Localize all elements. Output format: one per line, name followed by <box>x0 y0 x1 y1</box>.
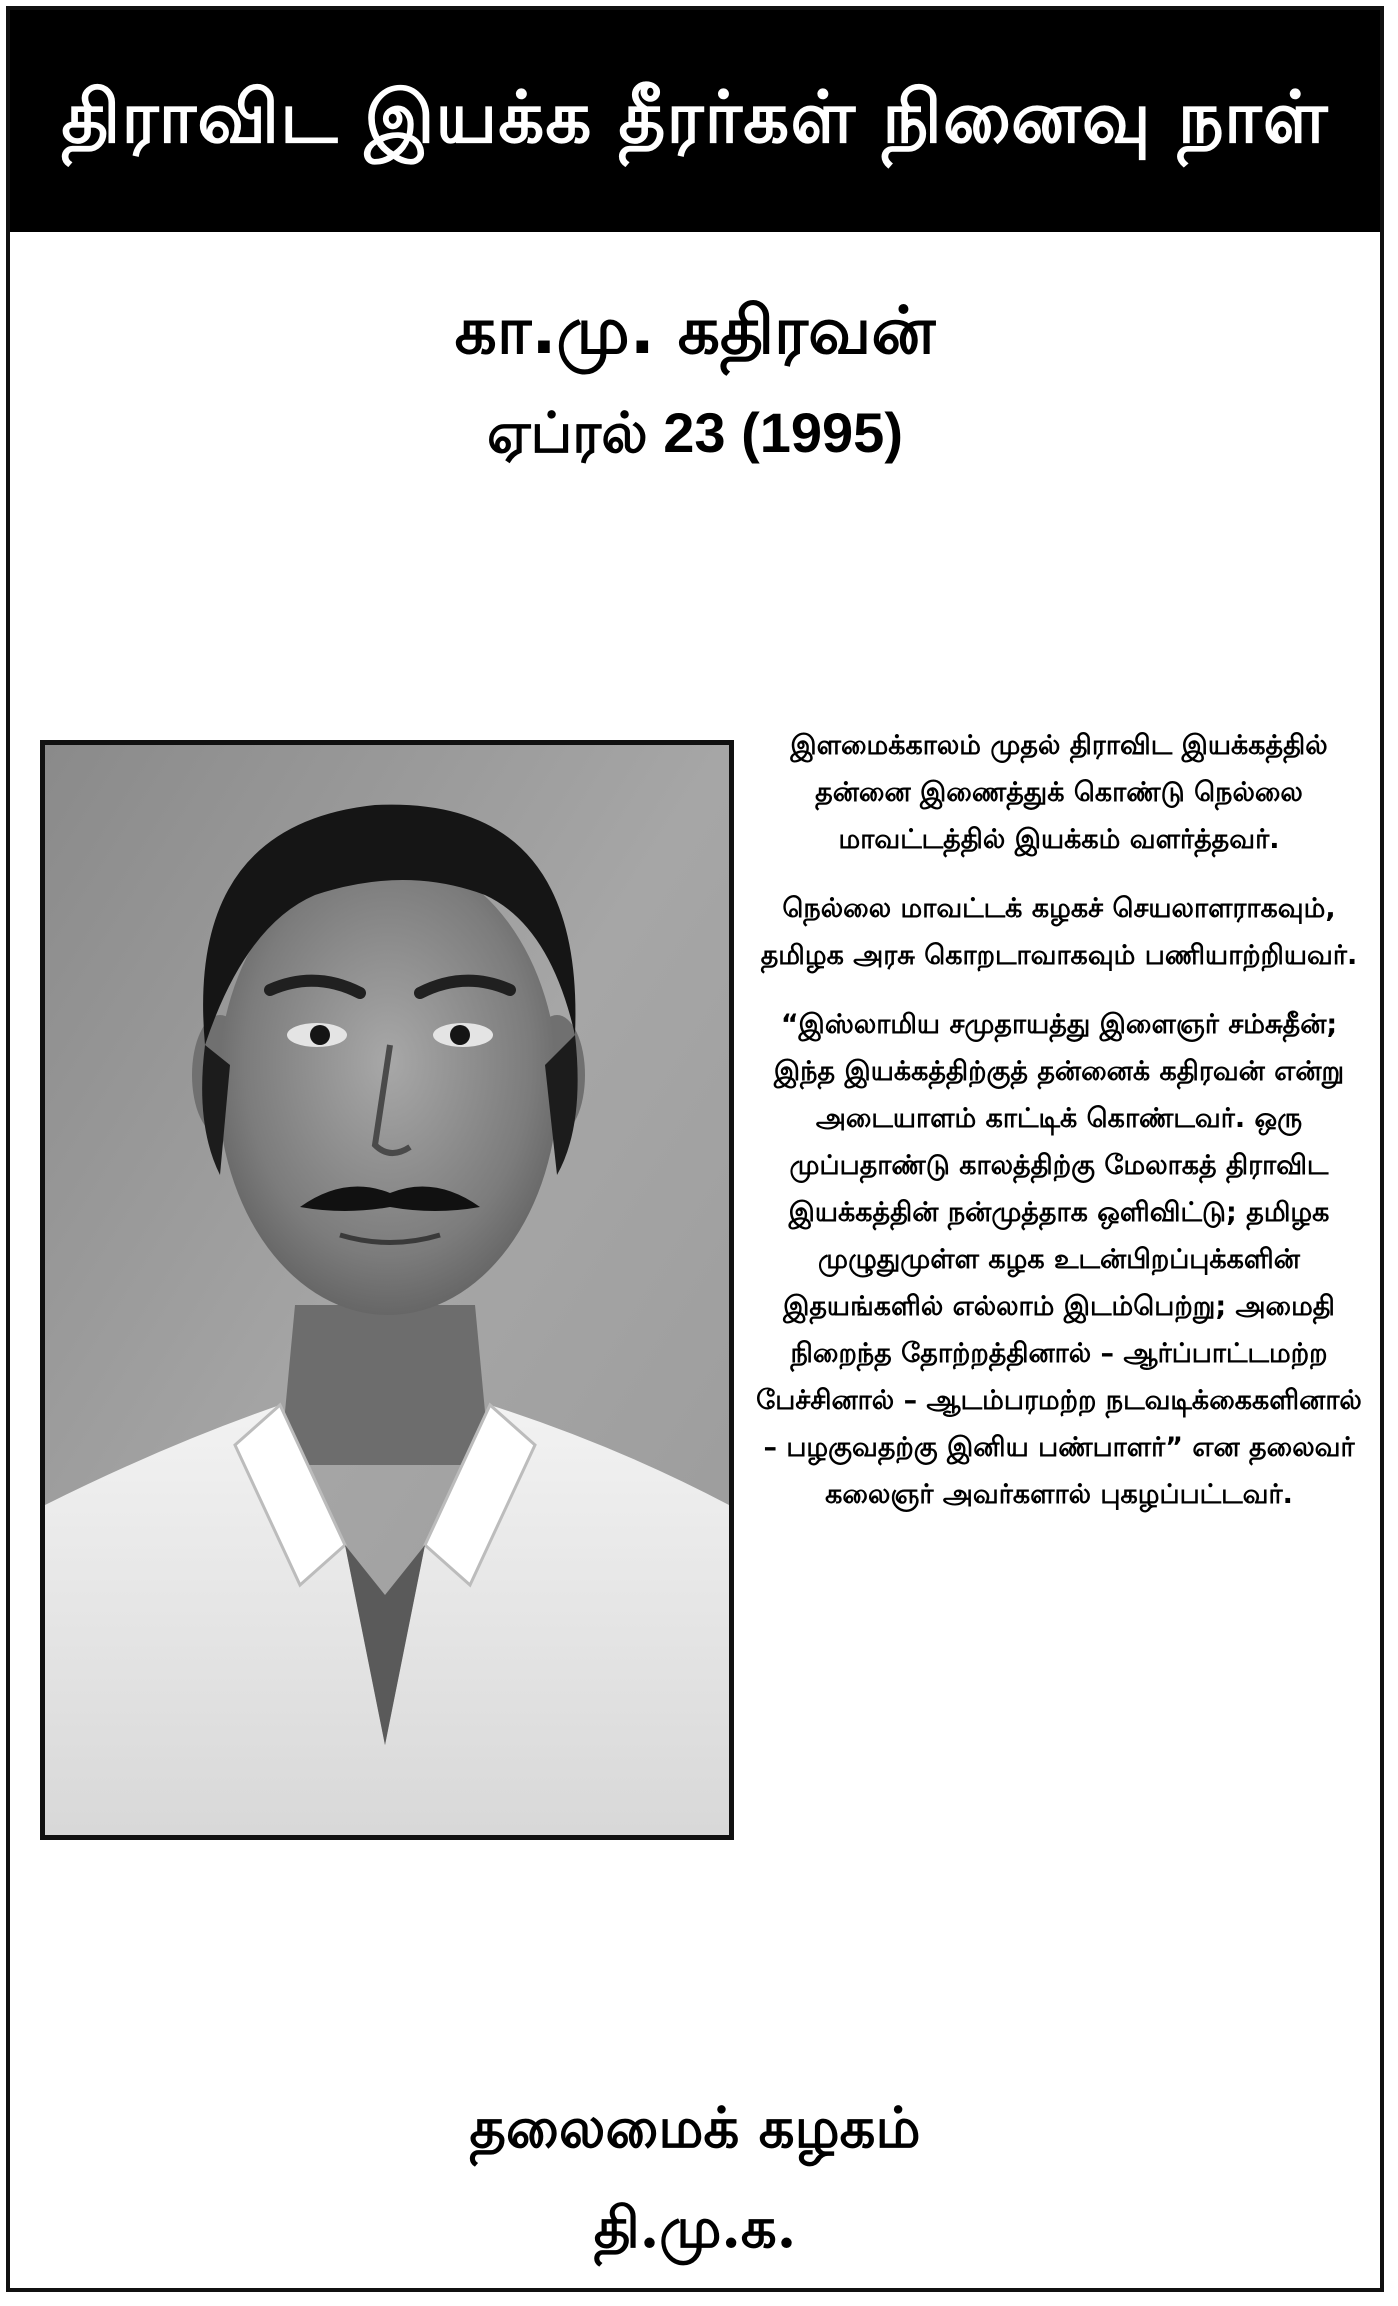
memorial-date: ஏப்ரல் 23 (1995) <box>487 401 903 464</box>
bio-paragraph-1: இளமைக்காலம் முதல் திராவிட இயக்கத்தில் தன்னை இணைத்துக் கொண்டு நெல்லை மாவட்டத்தில் இயக்கம் வளர்த்தவர். <box>790 730 1328 855</box>
person-name: கா.மு. கதிரவன் <box>454 292 936 369</box>
footer-organization: தலைமைக் கழகம் <box>469 2095 921 2161</box>
portrait-photo <box>40 740 734 1840</box>
footer-party: தி.மு.க. <box>593 2195 797 2261</box>
memorial-notice <box>6 6 1384 2292</box>
bio-paragraph-2: நெல்லை மாவட்டக் கழகச் செயலாளராகவும், தமிழக அரசு கொறடாவாகவும் பணியாற்றியவர். <box>760 893 1358 971</box>
portrait-illustration <box>45 745 729 1835</box>
bio-paragraph-3: “இஸ்லாமிய சமுதாயத்து இளைஞர் சம்சுதீன்; இந்த இயக்கத்திற்குத் தன்னைக் கதிரவன் என்று அடையாளம் காட்டிக் கொண்டவர். ஒரு முப்பதாண்டு காலத்திற்கு மேலாகத் திராவிட இயக்கத்தின் நன்முத்தாக ஒளிவிட்டு; தமிழக முழுதுமுள்ள கழக உடன்பிறப்புக்களின் இதயங்களில் எல்லாம் இடம்பெற்று; அமைதி நிறைந்த தோற்றத்தினால் – ஆர்ப்பாட்டமற்ற பேச்சினால் – ஆடம்பரமற்ற நடவடிக்கைகளினால் – பழகுவதற்கு இனிய பண்பாளர்” என தலைவர் கலைஞர் அவர்களால் புகழப்பட்டவர். <box>756 1009 1362 1510</box>
header-banner <box>10 10 1380 232</box>
biography <box>750 722 1368 1540</box>
banner-title: திராவிட இயக்க தீரர்கள் நினைவு நாள் <box>61 73 1329 159</box>
